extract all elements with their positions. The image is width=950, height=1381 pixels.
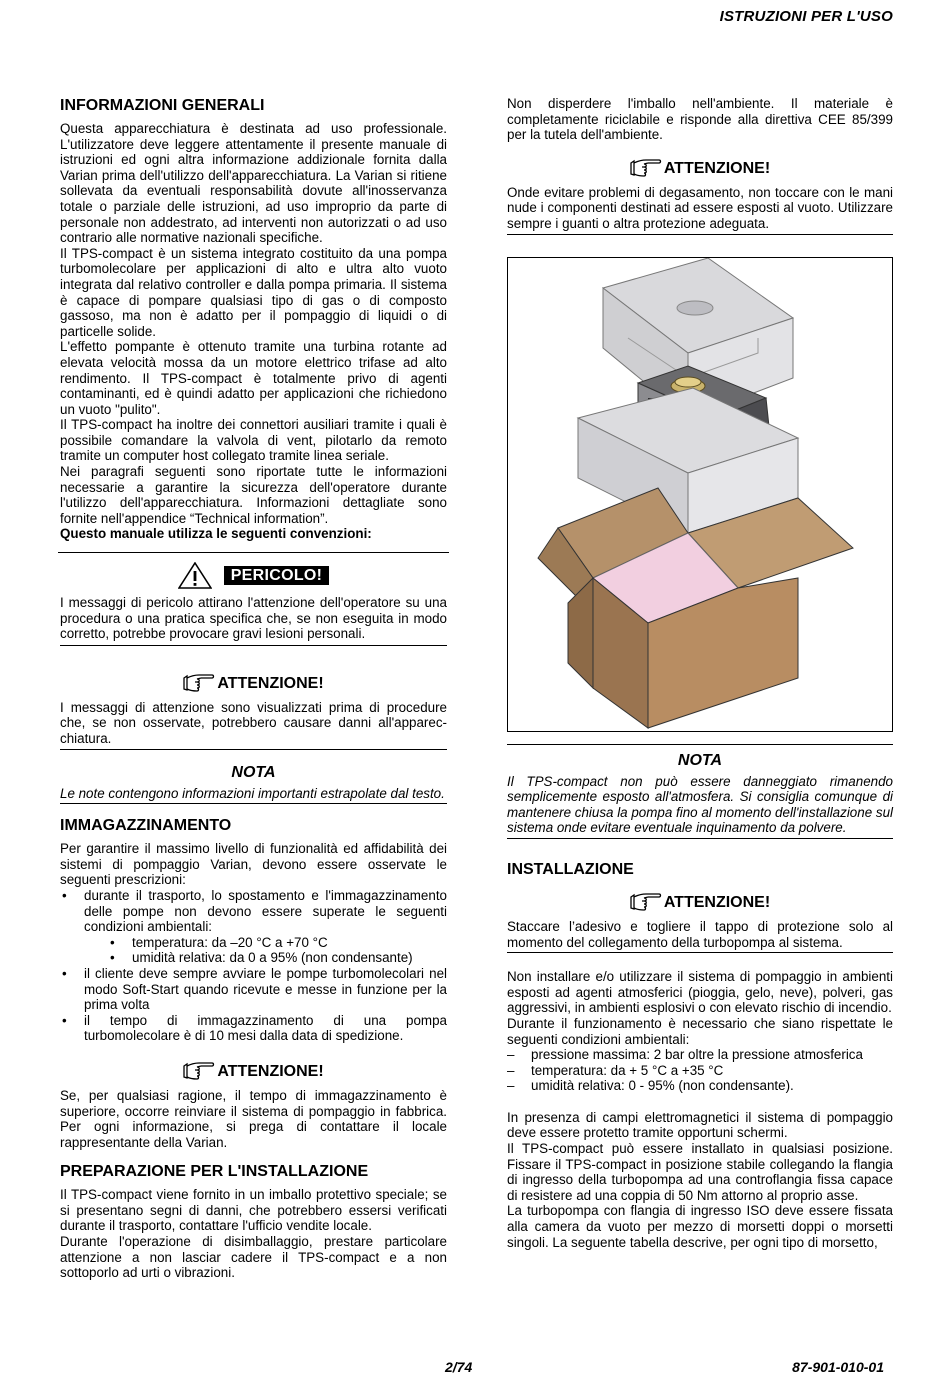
nota-block xyxy=(60,763,447,805)
paragraph: Durante l'operazione di disimballaggio, prestare particolare attenzione a non lasciar cadere il TPS-compact e a non sottoporlo ad urti o vibrazioni. xyxy=(60,1234,447,1281)
paragraph: Durante il funzionamento è necessario che siano rispettate le seguenti condizioni ambientali: xyxy=(507,1015,893,1047)
paragraph: Il TPS-compact è un sistema integrato costituito da una pompa turbomolecolare per applicazioni di alto e ultra alto vuoto integrata dal relativo controller e dalla pompa primaria. Il sistema è capace di pompare qualsiasi tipo di gas o di composto gassoso, ma non è adatto per il pompaggio di liquidi o di particelle solide. xyxy=(60,245,447,339)
attenzione-block xyxy=(60,672,447,750)
attenzione-label: ATTENZIONE! xyxy=(217,1062,324,1080)
pericolo-block xyxy=(60,562,447,646)
nota-text: Le note contengono informazioni importanti estrapolate dal testo. xyxy=(60,786,447,805)
paragraph: Non disperdere l'imballo nell'ambiente. Il materiale è completamente riciclabile e risponde alla direttiva CEE 85/399 per la tutela dell'ambiente. xyxy=(507,96,893,143)
warning-triangle-icon xyxy=(178,562,212,589)
attenzione-text: I messaggi di attenzione sono visualizzati prima di procedure che, se non osservate, potrebbero causare danni all'apparec-chiatura. xyxy=(60,700,447,750)
paragraph: Per garantire il massimo livello di funzionalità ed affidabilità dei sistemi di pompaggio Varian, devono essere osservate le seguenti prescrizioni: xyxy=(60,841,447,888)
attenzione-text: Se, per qualsiasi ragione, il tempo di immagazzinamento è superiore, occorre reinviare il sistema di pompaggio in fabbrica. Per ogni informazione, si prega di contattare il locale rappresentante della Varian. xyxy=(60,1087,447,1150)
paragraph: Il TPS-compact può essere installato in qualsiasi posizione. Fissare il TPS-compact in posizione stabile collegando la flangia di ingresso della turbopompa ad una controflangia fissa capace di resistere ad una coppia di 50 Nm attorno al proprio asse. xyxy=(507,1141,893,1203)
list-item: – umidità relativa: 0 - 95% (non condensante). xyxy=(507,1078,893,1094)
list-item: • durante il trasporto, lo spostamento e l'immagazzinamento delle pompe non devono essere superate le seguenti condizioni ambientali: • temperatura: da –20 °C a +70 °C • umidità relativa: da 0 a 95% (non condensante) xyxy=(60,888,447,966)
attenzione-label: ATTENZIONE! xyxy=(663,159,771,177)
attenzione-label: ATTENZIONE! xyxy=(217,674,324,692)
left-column xyxy=(60,96,447,1281)
pointing-hand-icon xyxy=(630,891,662,913)
unboxing-drawing xyxy=(508,258,893,732)
storage-list xyxy=(60,888,447,1044)
attenzione-block xyxy=(507,891,893,953)
attenzione-text: Onde evitare problemi di degasamento, non toccare con le mani nude i componenti destinati ad essere esposti al vuoto. Utilizzare sempre i guanti o altra protezione adeguata. xyxy=(507,185,893,235)
paragraph: Non installare e/o utilizzare il sistema di pompaggio in ambienti esposti ad agenti atmosferici (pioggia, gelo, neve), polveri, gas aggressivi, in ambienti esplosivi o con elevato rischio di incendio. xyxy=(507,969,893,1016)
pericolo-text: I messaggi di pericolo attirano l'attenzione dell'operatore su una procedura o una pratica specifica che, se non eseguita in modo corretto, potrebbe provocare gravi lesioni personali. xyxy=(60,595,447,646)
nota-text: Il TPS-compact non può essere danneggiato rimanendo semplicemente esposto all'atmosfera. Si consiglia comunque di mantenere chiusa la pompa fino al momento dell'installazione sul sistema onde evitare eventuale inquinamento da polvere. xyxy=(507,774,893,839)
pointing-hand-icon xyxy=(183,1060,215,1082)
page-header-title: ISTRUZIONI PER L'USO xyxy=(719,8,893,25)
paragraph: Il TPS-compact ha inoltre dei connettori ausiliari tramite i quali è possibile comandare la valvola di vent, pilotarlo da remoto tramite un computer host collegato tramite linea seriale. xyxy=(60,417,447,464)
list-item: • temperatura: da –20 °C a +70 °C xyxy=(108,935,447,951)
pointing-hand-icon xyxy=(183,672,215,694)
section-title-informazioni-generali: INFORMAZIONI GENERALI xyxy=(60,97,265,114)
attenzione-label: ATTENZIONE! xyxy=(663,893,771,911)
conventions-intro: Questo manuale utilizza le seguenti convenzioni: xyxy=(60,526,372,542)
paragraph: In presenza di campi elettromagnetici il sistema di pompaggio deve essere protetto tramite opportuni schermi. xyxy=(507,1109,893,1141)
attenzione-text: Staccare l’adesivo e togliere il tappo di protezione solo al momento del collegamento della turbopompa al sistema. xyxy=(507,919,893,953)
right-column xyxy=(507,96,893,1250)
list-item: • umidità relativa: da 0 a 95% (non condensante) xyxy=(108,950,447,966)
section-title-installazione: INSTALLAZIONE xyxy=(507,860,634,878)
page-number: 2/74 xyxy=(445,1359,473,1375)
paragraph: L'effetto pompante è ottenuto tramite una turbina rotante ad elevata velocità mossa da un motore elettrico trifase ad alto rendimento. Il TPS-compact è totalmente privo di agenti contaminanti, ed è quindi adatto per applicazioni che richiedono un vuoto "pulito". xyxy=(60,339,447,417)
paragraph: Il TPS-compact viene fornito in un imballo protettivo speciale; se si presentano segni di danni, che potrebbero essersi verificati durante il trasporto, contattare l'ufficio vendite locale. xyxy=(60,1187,447,1234)
conditions-list xyxy=(507,1047,893,1094)
packaging-illustration xyxy=(507,257,893,732)
section-title-immagazzinamento: IMMAGAZZINAMENTO xyxy=(60,817,232,835)
pericolo-label: PERICOLO! xyxy=(224,566,330,585)
list-item: – temperatura: da + 5 °C a +35 °C xyxy=(507,1063,893,1079)
list-item: – pressione massima: 2 bar oltre la pressione atmosferica xyxy=(507,1047,893,1063)
list-item: • il cliente deve sempre avviare le pompe turbomolecolari nel modo Soft-Start quando ricevute e messe in funzione per la prima volta xyxy=(60,966,447,1013)
storage-attenzione-block xyxy=(60,1060,447,1150)
list-item: • il tempo di immagazzinamento di una pompa turbomolecolare è di 10 mesi dalla data di spedizione. xyxy=(60,1013,447,1044)
attenzione-block xyxy=(507,157,893,235)
section-title-preparazione: PREPARAZIONE PER L'INSTALLAZIONE xyxy=(60,1163,369,1181)
paragraph: Nei paragrafi seguenti sono riportate tutte le informazioni necessarie a garantire la sicurezza dell'operatore durante l'utilizzo dell'apparecchiatura. Informazioni dettagliate sono fornite nell'appendice “Technical information”. xyxy=(60,464,447,526)
paragraph: La turbopompa con flangia di ingresso ISO deve essere fissata alla camera da vuoto per mezzo di morsetti doppi o morsetti singoli. La seguente tabella descrive, per ogni tipo di morsetto, xyxy=(507,1203,893,1250)
document-code: 87-901-010-01 xyxy=(792,1359,884,1375)
nota-block xyxy=(507,744,893,839)
paragraph: Questa apparecchiatura è destinata ad uso professionale. L'utilizzatore deve leggere attentamente il presente manuale di istruzioni ed ogni altra informazione addizionale fornita dalla Varian prima dell'utilizzo dell'apparecchiatura. La Varian si ritiene sollevata da eventuali responsabilità dovute all'inosservanza totale o parziale delle istruzioni, ad uso improprio da parte di personale non addestrato, ad interventi non autorizzati o ad uso contrario alle normative nazionali specifiche. xyxy=(60,121,447,246)
nota-label: NOTA xyxy=(507,744,893,770)
nota-label: NOTA xyxy=(231,763,276,781)
pointing-hand-icon xyxy=(630,157,662,179)
